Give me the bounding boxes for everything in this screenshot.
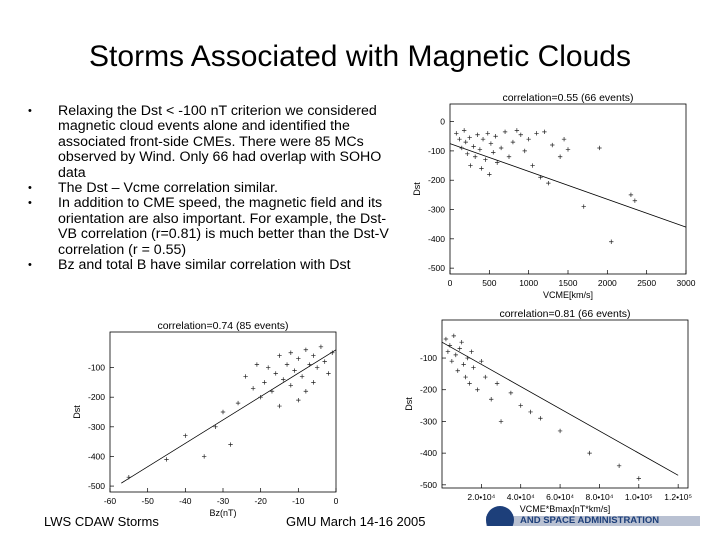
- data-point: [202, 454, 206, 458]
- x-tick-label: -60: [103, 496, 117, 506]
- data-point: [503, 130, 507, 134]
- data-point: [479, 166, 483, 170]
- data-point: [277, 354, 281, 358]
- data-point: [467, 136, 471, 140]
- data-point: [221, 410, 225, 414]
- data-point: [289, 383, 293, 387]
- data-point: [315, 365, 319, 369]
- data-point: [617, 464, 621, 468]
- slide-title: Storms Associated with Magnetic Clouds: [89, 40, 631, 73]
- y-tick-label: -300: [87, 421, 105, 432]
- bullet-item: • Bz and total B have similar correlation with Dst: [28, 258, 400, 273]
- data-point: [469, 349, 473, 353]
- data-point: [526, 137, 530, 141]
- x-tick-label: -30: [216, 496, 230, 506]
- y-axis-label: Dst: [404, 397, 414, 411]
- data-point: [471, 144, 475, 148]
- x-tick-label: -40: [179, 496, 192, 506]
- y-axis-label: Dst: [412, 182, 422, 196]
- y-axis-label: Dst: [72, 405, 82, 419]
- data-point: [558, 429, 562, 433]
- x-tick-label: -10: [292, 496, 305, 506]
- data-point: [475, 133, 479, 137]
- x-tick-label: -50: [141, 496, 154, 506]
- data-point: [481, 137, 485, 141]
- data-point: [458, 346, 462, 350]
- data-point: [558, 155, 562, 159]
- data-point: [582, 204, 586, 208]
- data-point: [228, 442, 232, 446]
- data-point: [478, 147, 482, 151]
- logo-text: AND SPACE ADMINISTRATION: [520, 515, 660, 526]
- data-point: [319, 345, 323, 349]
- x-tick-label: 1000: [519, 278, 539, 288]
- data-point: [262, 380, 266, 384]
- data-point: [266, 365, 270, 369]
- y-tick-label: -400: [427, 233, 445, 244]
- data-point: [236, 401, 240, 405]
- footer-center: GMU March 14-16 2005: [286, 514, 426, 529]
- bullet-item: • In addition to CME speed, the magnetic field and its orientation are also important. For example, the Dst-VB correlation (r=0.81) is much better than the Dst-V correlation (r = 0.55): [28, 196, 400, 258]
- x-tick-label: 500: [482, 278, 497, 288]
- x-axis-label: VCME*Bmax[nT*km/s]: [519, 504, 611, 514]
- data-point: [464, 140, 468, 144]
- data-point: [459, 340, 463, 344]
- footer-left: LWS CDAW Storms: [44, 514, 159, 529]
- data-point: [307, 362, 311, 366]
- data-point: [164, 457, 168, 461]
- data-point: [281, 377, 285, 381]
- data-point: [471, 365, 475, 369]
- plot-title: correlation=0.74 (85 events): [157, 320, 289, 332]
- data-point: [311, 380, 315, 384]
- dst-vcme-scatter-plot: [400, 92, 700, 304]
- fit-line: [121, 350, 336, 483]
- x-tick-label: 2000: [597, 278, 617, 288]
- bullet-item: • Relaxing the Dst < -100 nT criterion we considered magnetic cloud events alone and identified the associated front-side CMEs. There were 85 MCs observed by Wind. Only 66 had overlap with SOHO data: [28, 104, 400, 181]
- data-point: [515, 128, 519, 132]
- nasa-logo: [486, 490, 700, 526]
- data-point: [255, 362, 259, 366]
- y-tick-label: -100: [419, 353, 437, 364]
- data-point: [446, 349, 450, 353]
- x-tick-label: 6.0•10⁴: [546, 492, 575, 502]
- data-point: [487, 172, 491, 176]
- y-tick-label: -500: [419, 479, 437, 490]
- x-tick-label: 4.0•10⁴: [506, 492, 535, 502]
- data-point: [546, 181, 550, 185]
- x-tick-label: 3000: [676, 278, 696, 288]
- x-tick-label: 1.0•10⁵: [624, 492, 653, 502]
- x-tick-label: 2500: [637, 278, 657, 288]
- data-point: [587, 451, 591, 455]
- data-point: [637, 476, 641, 480]
- x-axis-label: VCME[km/s]: [542, 290, 594, 300]
- data-point: [489, 141, 493, 145]
- data-point: [609, 240, 613, 244]
- y-tick-label: -200: [427, 175, 445, 186]
- data-point: [499, 419, 503, 423]
- data-point: [489, 397, 493, 401]
- plot-title: correlation=0.55 (66 events): [502, 92, 634, 104]
- y-tick-label: -100: [427, 145, 445, 156]
- data-point: [457, 137, 461, 141]
- data-point: [444, 337, 448, 341]
- data-point: [566, 147, 570, 151]
- data-point: [452, 334, 456, 338]
- data-point: [633, 199, 637, 203]
- data-point: [629, 193, 633, 197]
- data-point: [495, 381, 499, 385]
- data-point: [530, 163, 534, 167]
- x-tick-label: 0: [447, 278, 453, 288]
- x-tick-label: 0: [333, 496, 339, 506]
- data-point: [311, 354, 315, 358]
- plot-frame: [450, 104, 686, 274]
- data-point: [479, 359, 483, 363]
- data-point: [289, 351, 293, 355]
- data-point: [486, 131, 490, 135]
- data-point: [483, 375, 487, 379]
- data-point: [562, 137, 566, 141]
- data-point: [465, 152, 469, 156]
- fit-line: [442, 342, 678, 475]
- data-point: [456, 369, 460, 373]
- y-tick-label: -300: [427, 204, 445, 215]
- data-point: [475, 388, 479, 392]
- data-point: [323, 359, 327, 363]
- data-point: [183, 434, 187, 438]
- data-point: [243, 374, 247, 378]
- data-point: [473, 155, 477, 159]
- y-tick-label: -500: [427, 263, 445, 274]
- data-point: [550, 143, 554, 147]
- x-tick-label: 2.0•10⁴: [467, 492, 496, 502]
- bullet-item: • The Dst – Vcme correlation similar.: [28, 181, 400, 196]
- data-point: [493, 134, 497, 138]
- fit-line: [450, 144, 686, 228]
- bullet-list: [28, 104, 400, 273]
- y-tick-label: 0: [440, 116, 445, 127]
- data-point: [448, 343, 452, 347]
- data-point: [454, 131, 458, 135]
- data-point: [465, 356, 469, 360]
- data-point: [270, 389, 274, 393]
- data-point: [450, 359, 454, 363]
- data-point: [300, 374, 304, 378]
- data-point: [292, 368, 296, 372]
- data-point: [534, 131, 538, 135]
- data-point: [528, 410, 532, 414]
- data-point: [274, 371, 278, 375]
- data-point: [491, 150, 495, 154]
- y-tick-label: -200: [419, 384, 437, 395]
- y-tick-label: -300: [419, 416, 437, 427]
- data-point: [277, 404, 281, 408]
- x-tick-label: 1.2•10⁵: [664, 492, 693, 502]
- x-tick-label: 8.0•10⁴: [585, 492, 614, 502]
- y-tick-label: -400: [87, 451, 105, 462]
- data-point: [542, 130, 546, 134]
- y-tick-label: -100: [87, 362, 105, 373]
- data-point: [461, 362, 465, 366]
- data-point: [483, 157, 487, 161]
- data-point: [304, 389, 308, 393]
- data-point: [597, 146, 601, 150]
- data-point: [251, 386, 255, 390]
- data-point: [509, 391, 513, 395]
- data-point: [467, 381, 471, 385]
- y-tick-label: -200: [87, 392, 105, 403]
- x-tick-label: 1500: [558, 278, 578, 288]
- dst-vb-scatter-plot: [400, 306, 710, 514]
- plot-frame: [442, 320, 688, 488]
- y-tick-label: -400: [419, 448, 437, 459]
- x-tick-label: -20: [254, 496, 267, 506]
- data-point: [460, 146, 464, 150]
- data-point: [468, 163, 472, 167]
- data-point: [296, 398, 300, 402]
- dst-bz-scatter-plot: [70, 312, 350, 522]
- data-point: [304, 348, 308, 352]
- data-point: [326, 371, 330, 375]
- data-point: [127, 475, 131, 479]
- nasa-logo-graphic: [486, 490, 700, 526]
- data-point: [538, 416, 542, 420]
- plot-title: correlation=0.81 (66 events): [499, 308, 631, 320]
- y-tick-label: -500: [87, 481, 105, 492]
- x-axis-label: Bz(nT): [209, 508, 237, 518]
- data-point: [523, 149, 527, 153]
- data-point: [296, 356, 300, 360]
- data-point: [507, 155, 511, 159]
- data-point: [519, 133, 523, 137]
- data-point: [511, 140, 515, 144]
- data-point: [285, 362, 289, 366]
- data-point: [519, 403, 523, 407]
- data-point: [462, 128, 466, 132]
- data-point: [499, 146, 503, 150]
- data-point: [454, 353, 458, 357]
- data-point: [463, 375, 467, 379]
